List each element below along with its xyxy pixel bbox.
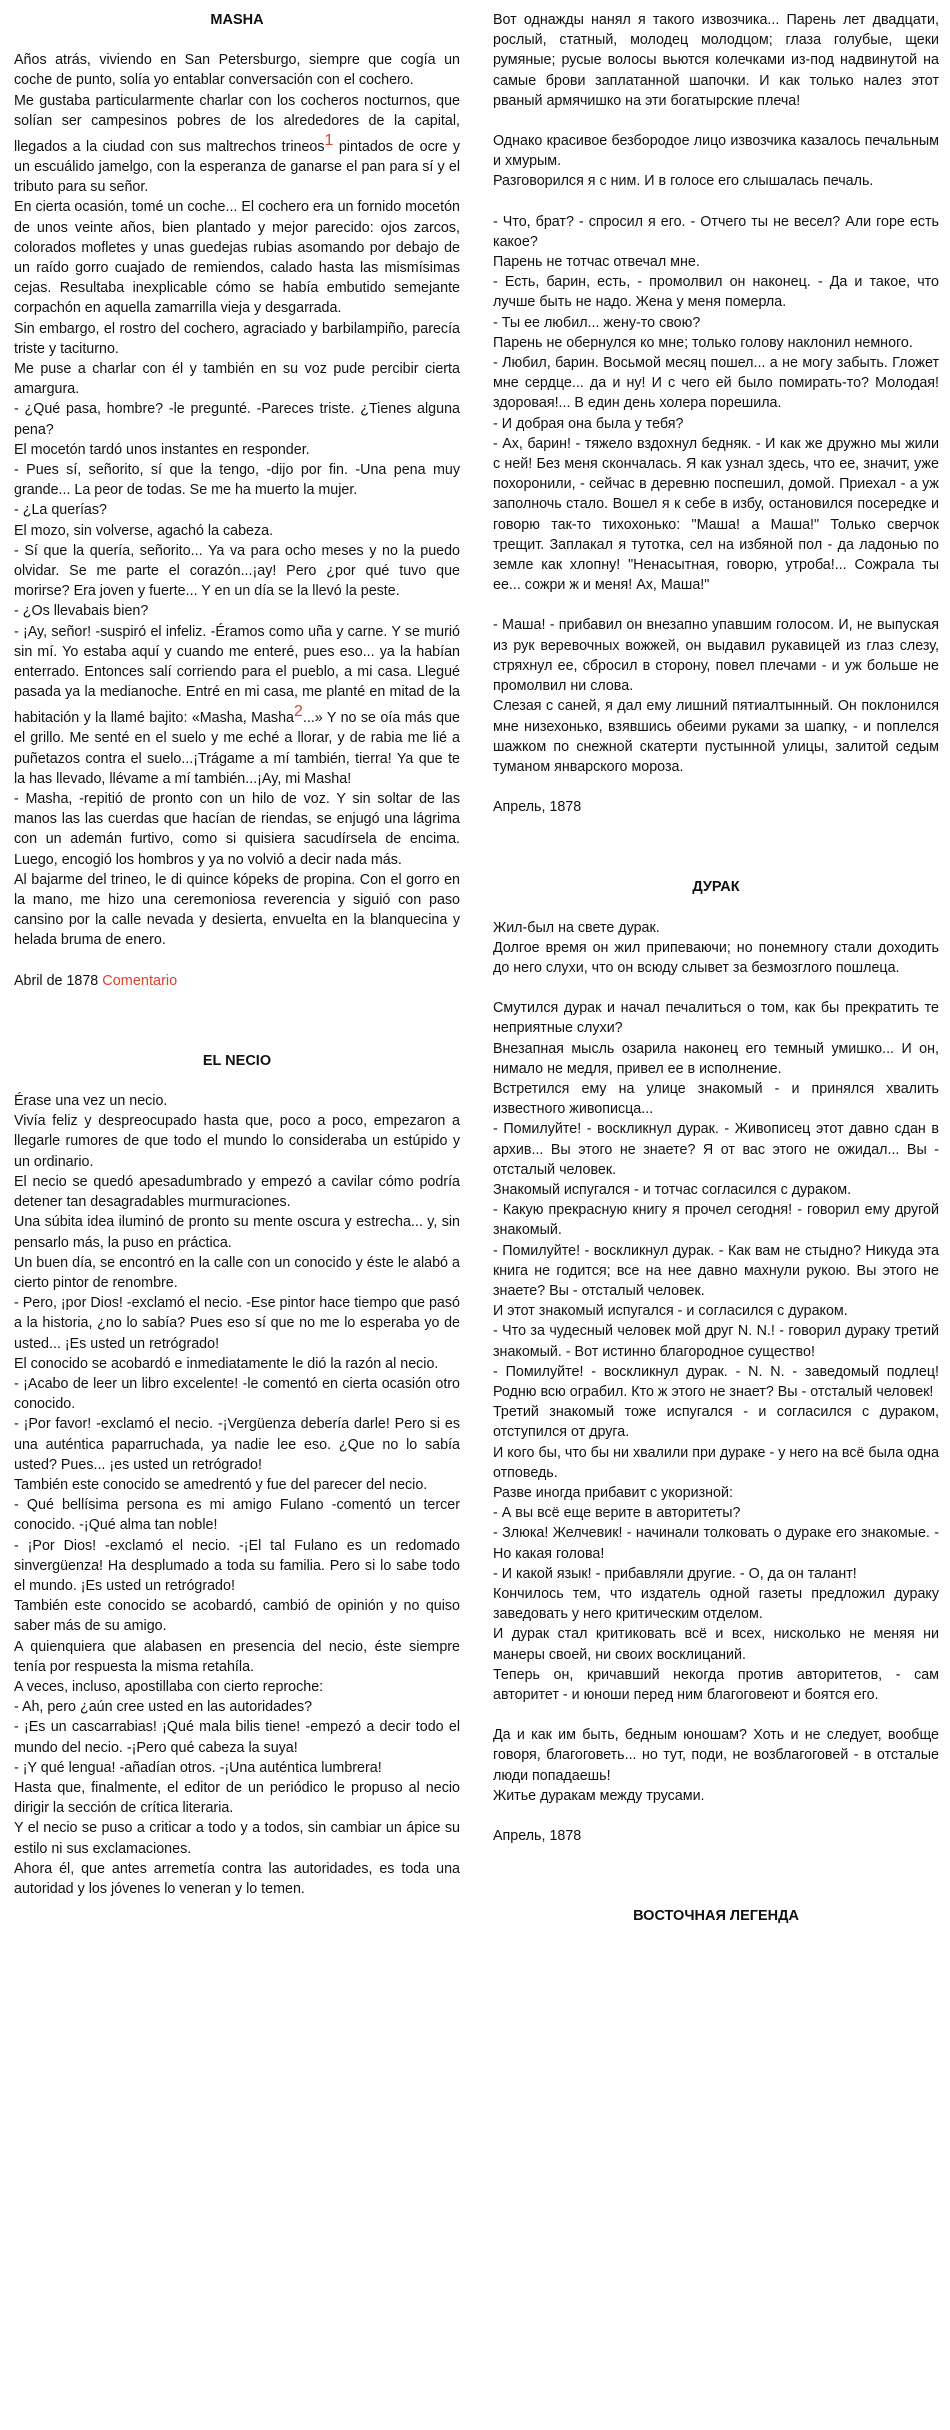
paragraph: - Помилуйте! - воскликнул дурак. - N. N. - заведомый подлец! Родню всю ограбил. Кто ж этого не знает? Вы - отсталый человек! [493,1363,939,1400]
paragraph: Встретился ему на улице знакомый - и принялся хвалить известного живописца... [493,1080,939,1118]
paragraph: - Sí que la quería, señorito... Ya va para ocho meses y no la puedo olvidar. Se me parte el corazón...¡ay! Pero ¿por qué tuvo que morirse? Era joven y fuerte... Y en un día se la llevó la peste. [14,542,460,600]
paragraph: - Помилуйте! - воскликнул дурак. - Живописец этот давно сдан в архив... Вы этого не знаете? Я от вас этого не ожидал... Вы - отсталый человек. [493,1121,939,1178]
paragraph: Al bajarme del trineo, le di quince kópeks de propina. Con el gorro en la mano, me hizo una ceremoniosa reverencia y siguió con paso cansino por la calle nevada y desierta, envuelta en la blanquecina y helada bruma de enero. [14,871,460,949]
paragraph: - Что, брат? - спросил я его. - Отчего ты не весел? Али горе есть какое? [493,213,939,250]
date: Апрель, 1878 [493,1828,582,1845]
paragraph: Парень не тотчас отвечал мне. [493,254,700,271]
paragraph-text: ...» Y no se oía más que el grillo. Me senté en el suelo y me eché a llorar, y de rabia me lié a puñetazos contra el suelo...¡Trágame a mí también, tierra! Ya que te la has llevado, llévame a mí también...¡Ay, mi Masha! [14,710,460,787]
paragraph: Vivía feliz y despreocupado hasta que, poco a poco, empezaron a llegarle rumores de que todo el mundo lo consideraba un estúpido y un ordinario. [14,1113,460,1170]
paragraph: Смутился дурак и начал печалиться о том, как бы прекратить те неприятные слухи? [493,1000,939,1037]
paragraph: Кончилось тем, что издатель одной газеты предложил дураку заведовать у него критическим отделом. [493,1586,939,1623]
paragraph: Разговорился я с ним. И в голосе его слышалась печаль. [493,173,874,190]
footnote-link-1[interactable]: 1 [324,132,334,150]
paragraph: И кого бы, что бы ни хвалили при дураке - у него на всё была одна отповедь. [493,1444,939,1481]
paragraph: A quienquiera que alabasen en presencia del necio, éste siempre tenía por respuesta la misma retahíla. [14,1638,460,1675]
paragraph: Érase una vez un necio. [14,1093,168,1110]
paragraph: - Какую прекрасную книгу я прочел сегодня! - говорил ему другой знакомый. [493,1202,939,1239]
paragraph: Да и как им быть, бедным юношам? Хоть и не следует, вообще говоря, благоговеть... но тут, поди, не возблагоговей - в отсталые люди попадаешь! [493,1727,939,1784]
paragraph: Слезая с саней, я дал ему лишний пятиалтынный. Он поклонился мне низехонько, взявшись обеими руками за шапку, - и поплелся шажком по снежной скатерти пустынной улицы, залитой седым туманом январского мороза. [493,698,939,775]
paragraph: - Любил, барин. Восьмой месяц пошел... а не могу забыть. Гложет мне сердце... да и ну! И с чего ей было помирать-то? Молодая! здоровая!... В един день холера порешила. [493,355,939,412]
paragraph: A veces, incluso, apostillaba con cierto reproche: [14,1678,324,1695]
paragraph: - ¡Por Dios! -exclamó el necio. -¡El tal Fulano es un redomado sinvergüenza! Ha desplumado a toda su familia. Pero si lo sabe todo el mundo. ¡Es usted un retrógrado! [14,1537,460,1594]
date: Abril de 1878 [14,972,99,989]
paragraph: Una súbita idea iluminó de pronto su mente oscura y estrecha... y, sin pensarlo más, la puso en práctica. [14,1214,460,1251]
paragraph: - Pero, ¡por Dios! -exclamó el necio. -Ese pintor hace tiempo que pasó a la historia, ¿no lo sabía? Pues eso sí que no me lo esperaba yo de usted... ¡Es usted un retrógrado! [14,1295,460,1352]
paragraph: Долгое время он жил припеваючи; но понемногу стали доходить до него слухи, что он всюду слывет за безмозглого пошлеца. [493,939,939,976]
paragraph: Житье дуракам между трусами. [493,1787,705,1804]
paragraph: En cierta ocasión, tomé un coche... El cochero era un fornido mocetón de unos veinte años, bien plantado y mejor parecido: ojos zarcos, colorados mofletes y unas guedejas rubias asomando por debajo de un raído gorro cuajado de remiendos, calado hasta las mismísimas cejas. Resultaba inexplicable cómo se había embutido semejante corpachón en aquella zamarrilla vieja y desgarrada. [14,199,460,317]
paragraph: Вот однажды нанял я такого извозчика... Парень лет двадцати, рослый, статный, молодец молодцом; глаза голубые, щеки румяные; русые волосы вьются колечками из-под надвинутой на самые брови заплатанной шапочки. И как только налез этот рваный армячишко на эти богатырские плеча! [493,12,939,109]
paragraph [14,91,460,198]
paragraph: - А вы всё еще верите в авторитеты? [493,1505,741,1522]
paragraph: - Ah, pero ¿aún cree usted en las autoridades? [14,1699,313,1716]
date: Апрель, 1878 [493,799,582,816]
paragraph: - ¿Qué pasa, hombre? -le pregunté. -Pareces triste. ¿Tienes alguna pena? [14,401,460,438]
title-el-necio: EL NECIO [202,1052,272,1069]
paragraph: También este conocido se amedrentó y fue del parecer del necio. [14,1476,428,1493]
title-durak: ДУРАК [692,879,740,896]
paragraph: - Помилуйте! - воскликнул дурак. - Как вам не стыдно? Никуда эта книга не годится; все на нее давно махнули рукою. Вы этого не знаете? Вы - отсталый человек. [493,1242,939,1299]
paragraph: Ahora él, que antes arremetía contra las autoridades, es toda una autoridad y los jóvenes lo veneran y lo temen. [14,1860,460,1897]
paragraph: Парень не обернулся ко мне; только голову наклонил немного. [493,334,913,351]
paragraph: И дурак стал критиковать всё и всех, нисколько не меняя ни манеры своей, ни своих восклицаний. [493,1626,939,1663]
paragraph: И этот знакомый испугался - и согласился с дураком. [493,1303,848,1320]
paragraph: - И добрая она была у тебя? [493,415,684,432]
paragraph: - ¿La querías? [14,502,107,519]
paragraph: El conocido se acobardó e inmediatamente le dió la razón al necio. [14,1355,439,1372]
paragraph: Разве иногда прибавит с укоризной: [493,1485,733,1501]
comment-link[interactable]: Comentario [102,972,178,989]
paragraph: Años atrás, viviendo en San Petersburgo, siempre que cogía un coche de punto, solía yo entablar conversación con el cochero. [14,52,460,89]
paragraph: También este conocido se acobardó, cambió de opinión y no quiso saber más de su amigo. [14,1598,460,1635]
paragraph: Me puse a charlar con él y también en su voz pude percibir cierta amargura. [14,361,460,398]
paragraph: - Что за чудесный человек мой друг N. N.! - говорил дураку третий знакомый. - Вот истинно благородное существо! [493,1323,939,1360]
paragraph: Третий знакомый тоже испугался - и согласился с дураком, отступился от друга. [493,1404,939,1441]
paragraph: - ¡Y qué lengua! -añadían otros. -¡Una auténtica lumbrera! [14,1759,382,1776]
paragraph-text: - ¡Ay, señor! -suspiró el infeliz. -Éramos como uña y carne. Y se murió sin mí. Yo estaba aquí y cuando me enteré, pues eso... ya la habían enterrado. Entonces salí corriendo para el pueblo, a mi casa. Llegué pasada ya la medianoche. Entré en mi casa, me planté en mitad de la habitación y la llamé bajito: «Masha, Masha [14,623,460,727]
paragraph: - Masha, -repitió de pronto con un hilo de voz. Y sin soltar de las manos las las cuerdas que hacían de riendas, se enjugó una lágrima con un ademán furtivo, como si quisiera sacudírsela de encima. Luego, encogió los hombros y ya no volvió a decir nada más. [14,791,460,868]
paragraph: - Pues sí, señorito, sí que la tengo, -dijo por fin. -Una pena muy grande... La peor de todas. Se me ha muerto la mujer. [14,462,460,499]
paragraph: - Маша! - прибавил он внезапно упавшим голосом. И, не выпуская из рук веревочных вожжей, он выдавил рукавицей из глаз слезу, стряхнул ее, сбросил в сторону, повел плечами - и уж больше не промолвил ни слова. [493,617,939,695]
title-vostochnaya-legenda: ВОСТОЧНАЯ ЛЕГЕНДА [633,1908,799,1925]
paragraph: Un buen día, se encontró en la calle con un conocido y éste le alabó a cierto pintor de renombre. [14,1254,460,1291]
paragraph: - ¡Por favor! -exclamó el necio. -¡Vergüenza debería darle! Pero si es una auténtica paparruchada, ya nadie lee eso. ¿Que no lo sabía usted? Pues... ¡es usted un retrógrado! [14,1416,460,1473]
paragraph: - ¡Acabo de leer un libro excelente! -le comentó en cierta ocasión otro conocido. [14,1375,460,1413]
paragraph-text: Me gustaba particularmente charlar con los cocheros nocturnos, que solían ser campesinos pobres de los alrededores de la capital, llegados a la ciudad con sus maltrechos trineos [14,92,460,155]
paragraph: - Ах, барин! - тяжело вздохнул бедняк. - И как же дружно мы жили с ней! Без меня скончалась. Я как узнал здесь, что ее, значит, уже похоронили, - сейчас в деревню поспешил, домой. Приехал - а уж заполночь стало. Вошел я к себе в избу, остановился посередке и говорю так-то тихохонько: "Маша! а Маша!" Только сверчок трещит. Заплакал я тутотка, сел на избяной пол - да ладонью по земле как хлопну! "Ненасытная, говорю, утроба!... Сожрала ты ее... сожри ж и меня! Ах, Маша!" [493,435,939,594]
paragraph: El mozo, sin volverse, agachó la cabeza. [14,522,274,539]
paragraph: Sin embargo, el rostro del cochero, agraciado y barbilampiño, parecía triste y taciturno. [14,320,460,357]
paragraph: - ¡Es un cascarrabias! ¡Qué mala bilis tiene! -empezó a decir todo el mundo del necio. -¡Pero qué cabeza la suya! [14,1719,460,1756]
left-column [14,10,460,1899]
paragraph: Внезапная мысль озарила наконец его темный умишко... И он, нимало не медля, привел ее в исполнение. [493,1040,939,1077]
footnote-link-2[interactable]: 2 [293,703,303,721]
paragraph: - И какой язык! - прибавляли другие. - О, да он талант! [493,1565,857,1582]
paragraph: Hasta que, finalmente, el editor de un periódico le propuso al necio dirigir la sección de crítica literaria. [14,1779,460,1817]
paragraph: - Qué bellísima persona es mi amigo Fulano -comentó un tercer conocido. -¡Qué alma tan noble! [14,1497,460,1534]
paragraph: - Есть, барин, есть, - промолвил он наконец. - Да и такое, что лучше быть не надо. Жена у меня померла. [493,274,939,311]
paragraph: Однако красивое безбородое лицо извозчика казалось печальным и хмурым. [493,133,939,170]
date-line [14,971,460,991]
right-column [493,10,939,1926]
paragraph: - Злюка! Желчевик! - начинали толковать о дураке его знакомые. - Но какая голова! [493,1525,939,1562]
paragraph: El mocetón tardó unos instantes en responder. [14,441,310,458]
paragraph: Y el necio se puso a criticar a todo y a todos, sin cambiar un ápice su estilo ni sus exclamaciones. [14,1820,460,1857]
paragraph [14,622,460,789]
paragraph: Жил-был на свете дурак. [493,919,660,936]
paragraph: - ¿Os llevabais bien? [14,603,149,620]
paragraph: Теперь он, кричавший некогда против авторитетов, - сам авторитет - и юноши перед ним благоговеют и боятся его. [493,1666,939,1704]
paragraph: - Ты ее любил... жену-то свою? [493,314,701,331]
paragraph-text: pintados de ocre y un escuálido jamelgo, con la esperanza de ganarse el pan para sí y el tributo para su señor. [14,138,460,196]
title-masha: MASHA [210,12,264,28]
paragraph: El necio se quedó apesadumbrado y empezó a cavilar cómo podría detener tan desagradables murmuraciones. [14,1173,460,1211]
paragraph: Знакомый испугался - и тотчас согласился с дураком. [493,1181,852,1198]
